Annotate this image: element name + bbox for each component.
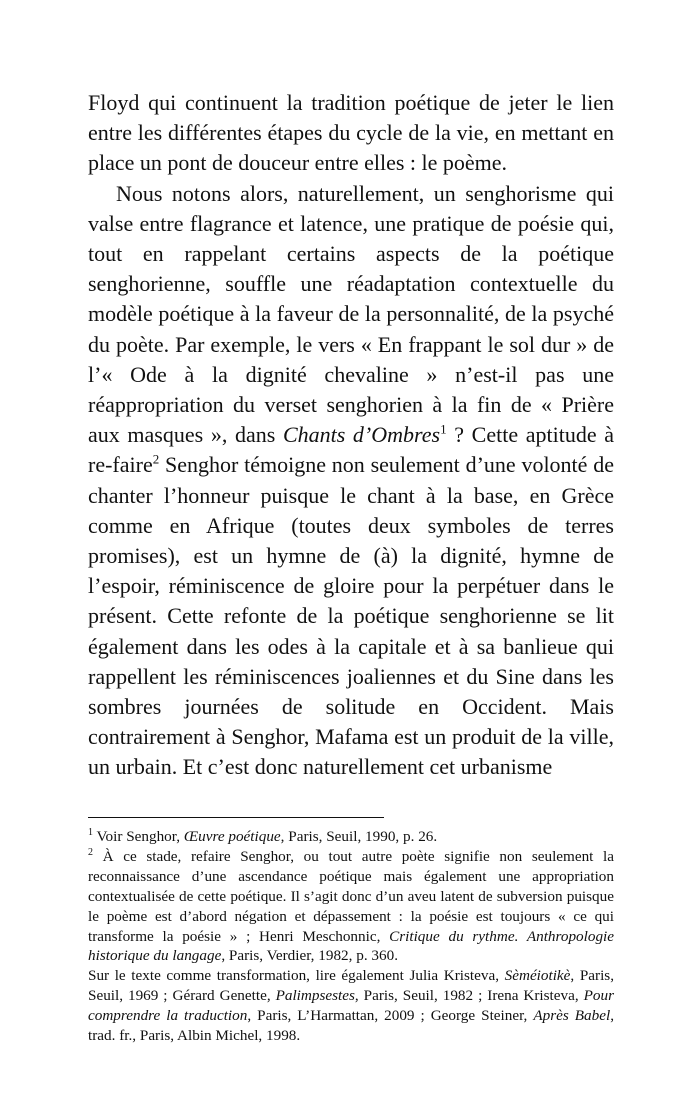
footnote-2-text-a: À ce stade, refaire Senghor, ou tout autre poète signifie non seulement la reconnaissance d’une ascendance poétique mais également une appropriation contextualisée de cette poétique. Il s’agit donc d’un aveu latent de subversion puisque le poème est d’abord négation et dépassement : la poésie est toujours « ce qui transforme la poésie » ; Henri Meschonnic,: [88, 847, 614, 945]
footnote-1-text-b: , Paris, Seuil, 1990, p. 26.: [280, 828, 438, 845]
footnote-ref-1[interactable]: 1: [440, 421, 447, 437]
paragraph-text-b: ? Cette aptitude à re-faire: [88, 422, 615, 478]
footnote-2: [88, 847, 614, 966]
footnote-divider: [88, 817, 384, 818]
footnote-3-title-3: Pour comprendre la traduction: [88, 987, 614, 1025]
main-text: [88, 88, 614, 783]
footnotes-section: [88, 817, 614, 1046]
footnote-2-continuation: [88, 966, 614, 1046]
footnote-3-title-1: Sèméiotikè: [504, 967, 571, 985]
italic-title-chants-dombres: Chants d’Ombres: [282, 422, 441, 448]
paragraph-text-a: Nous notons alors, naturellement, un senghorisme qui valse entre flagrance et latence, une pratique de poésie qui, tout en rappelant certains aspects de la poétique senghorienne, souffle une réadaptation contextuelle du modèle poétique à la faveur de la personnalité, de la psyché du poète. Par exemple, le vers « En frappant le sol dur » de l’« Ode à la dignité chevaline » n’est-il pas une réappropriation du verset senghorien à la fin de « Prière aux masques », dans: [88, 180, 614, 448]
paragraph-continued: Floyd qui continuent la tradition poétique de jeter le lien entre les différentes étapes du cycle de la vie, en mettant en place un pont de douceur entre elles : le poème.: [88, 90, 614, 176]
footnote-1: [88, 827, 614, 847]
footnote-3-title-4: Après Babel: [533, 1007, 611, 1025]
footnote-3-text-b: , Paris, Seuil, 1969 ; Gérard Genette,: [88, 967, 615, 1005]
paragraph-text-c: Senghor témoigne non seulement d’une volonté de chanter l’honneur puisque le chant à la base, en Grèce comme en Afrique (toutes deux symboles de terres promises), est un hymne de (à) la dignité, hymne de l’espoir, réminiscence de gloire pour la perpétuer dans le présent. Cette refonte de la poétique senghorienne se lit également dans les odes à la capitale et à sa banlieue qui rappellent les réminiscences joaliennes et du Sine dans les sombres journées de solitude en Occident. Mais contrairement à Senghor, Mafama est un produit de la ville, un urbain. Et c’est donc naturellement cet urbanisme: [88, 452, 614, 780]
footnote-1-title: Œuvre poétique: [183, 828, 281, 845]
paragraph-senghorisme: [88, 179, 614, 783]
footnote-ref-2[interactable]: 2: [152, 452, 160, 468]
footnote-3-text-c: , Paris, Seuil, 1982 ; Irena Kristeva,: [354, 987, 584, 1005]
footnote-3-text-e: , trad. fr., Paris, Albin Michel, 1998.: [88, 1007, 614, 1045]
footnote-3-title-2: Palimpsestes: [275, 987, 355, 1005]
footnote-3-text-d: , Paris, L’Harmattan, 2009 ; George Steiner,: [247, 1007, 534, 1025]
footnote-2-title: Critique du rythme. Anthropologie historique du langage: [88, 927, 614, 965]
footnote-number-1: 1: [88, 826, 93, 838]
footnote-1-text-a: Voir Senghor,: [93, 828, 184, 845]
footnote-2-text-b: , Paris, Verdier, 1982, p. 360.: [221, 947, 399, 965]
footnote-number-2: 2: [88, 846, 93, 858]
footnote-3-text-a: Sur le texte comme transformation, lire également Julia Kristeva,: [88, 967, 505, 985]
